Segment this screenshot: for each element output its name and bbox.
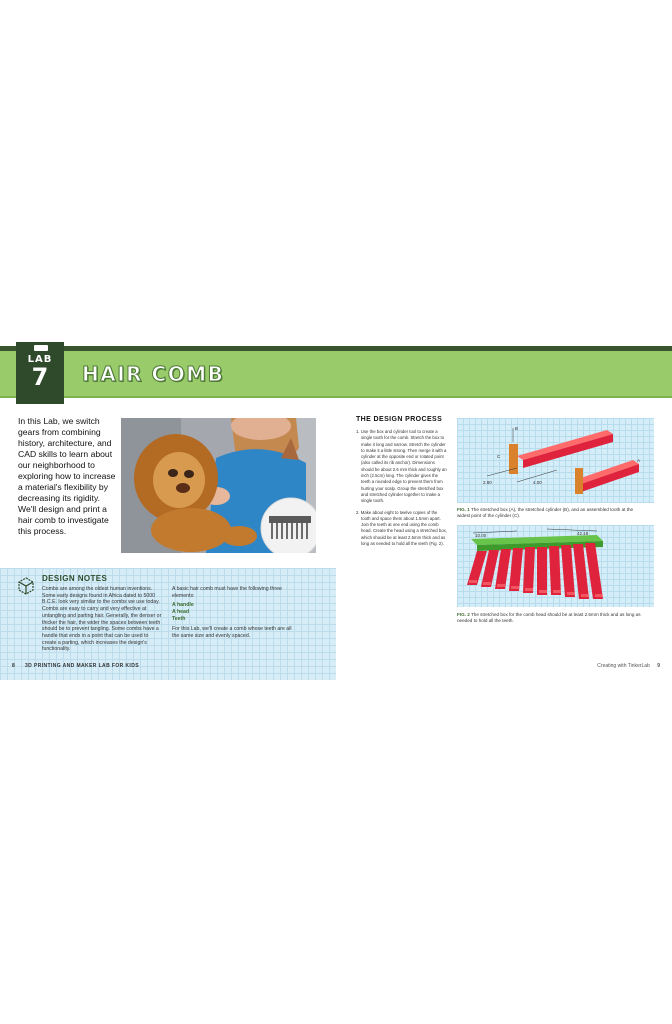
intro-paragraph: In this Lab, we switch gears from combining history, architecture, and CAD skills to learn about our neighborhood to exploring how to increase a material's flexibility by decreasing its rigidity. We'll design and print a hair comb to investigate this process.: [18, 416, 116, 536]
design-notes-history: Combs are among the oldest human inventions. Some early designs found in Africa dated to 5000 B.C.E. look very similar to the combs we use today. Combs are easy to carry and very effective at untangling and parting hair. Generally, the denser or thicker the hair, the wider the spaces between teeth should be to prevent tangling. Some combs have a handle that ends in a point that can be used to create a parting, which increases the design's functionality.: [42, 586, 162, 653]
figure-1-caption: [457, 507, 647, 520]
dim-label: 4.00: [533, 480, 542, 485]
elements-list: [172, 602, 292, 623]
lab-badge: [16, 342, 64, 404]
girl-combing-lion-photo: [121, 418, 316, 553]
photo-illustration: [121, 418, 316, 553]
element-item: A handle: [172, 602, 194, 609]
header-band-edge: [0, 396, 672, 398]
figure-1-label: FIG. 1: [457, 507, 470, 512]
tooth-3d-render: [457, 418, 654, 503]
figure-1-text: The stretched box (A), the stretched cylinder (B), and an assembled tooth at the widest point of the cylinder (C).: [457, 507, 634, 519]
comb-3d-render: [457, 525, 654, 607]
dim-label: 2.80: [483, 480, 492, 485]
book-spread: [0, 342, 672, 680]
design-notes-box: [0, 568, 336, 680]
elements-conclusion: For this Lab, we'll create a comb whose teeth are all the same size and evenly spaced.: [172, 626, 292, 640]
figure-1-tooth-model: [457, 418, 654, 503]
book-title: 3D PRINTING AND MAKER LAB FOR KIDS: [24, 663, 139, 669]
design-process-steps: [356, 429, 448, 552]
right-page-number: 9: [657, 663, 660, 669]
page-title: HAIR COMB: [82, 362, 225, 386]
figure-2-caption: [457, 612, 647, 625]
part-label-b: B: [515, 426, 519, 431]
dim-label: 10.00: [475, 533, 487, 538]
element-item: A head: [172, 609, 190, 616]
figure-2-text: The stretched box for the comb head should be at least 2.5mm thick and as long as needed to hold all the teeth.: [457, 612, 641, 624]
figure-2-label: FIG. 2: [457, 612, 470, 617]
element-item: Teeth: [172, 616, 186, 623]
process-step: 1. Use the box and cylinder tool to create a single tooth for the comb. Stretch the box to make it long and narrow. Stretch the cylinder to make it a little strong. Then merge it with a cylinder at the opposite end or rotated point (also called its rib anchor). Dimensions should be about 2.6 mm thick and roughly an inch (2.5cm) long. The cylinder gives the teeth a rounded edge to prevent them from hurting your scalp. Group the stretched box and stretched cylinder together to make a single tooth.: [356, 429, 447, 504]
part-label-a: A: [637, 458, 641, 463]
design-notes-title: DESIGN NOTES: [42, 574, 108, 583]
lab-label: LAB: [27, 354, 53, 365]
right-page-footer: [560, 663, 660, 669]
dim-label: 42.18: [577, 531, 589, 536]
cube-icon: [16, 576, 36, 596]
elements-intro: A basic hair comb must have the following three elements:: [172, 586, 282, 599]
design-process-title: THE DESIGN PROCESS: [356, 416, 443, 423]
tab-notch: [34, 345, 48, 351]
figure-2-comb-model: [457, 525, 654, 607]
section-name: Creating with TinkerLab: [597, 663, 650, 669]
process-step: 2. Make about eight to twelve copies of the tooth and space them about 1.5mm apart. Join the teeth at one end using the comb head. Create the head using a stretched box, which should be at least 2.5mm thick and as long as needed to hold all the teeth (Fig. 2).: [356, 509, 447, 547]
design-notes-elements-column: [172, 586, 292, 640]
part-label-c: C: [497, 454, 501, 459]
left-page-footer: [12, 663, 139, 669]
lab-number: 7: [31, 363, 49, 391]
left-page-number: 8: [12, 663, 16, 669]
